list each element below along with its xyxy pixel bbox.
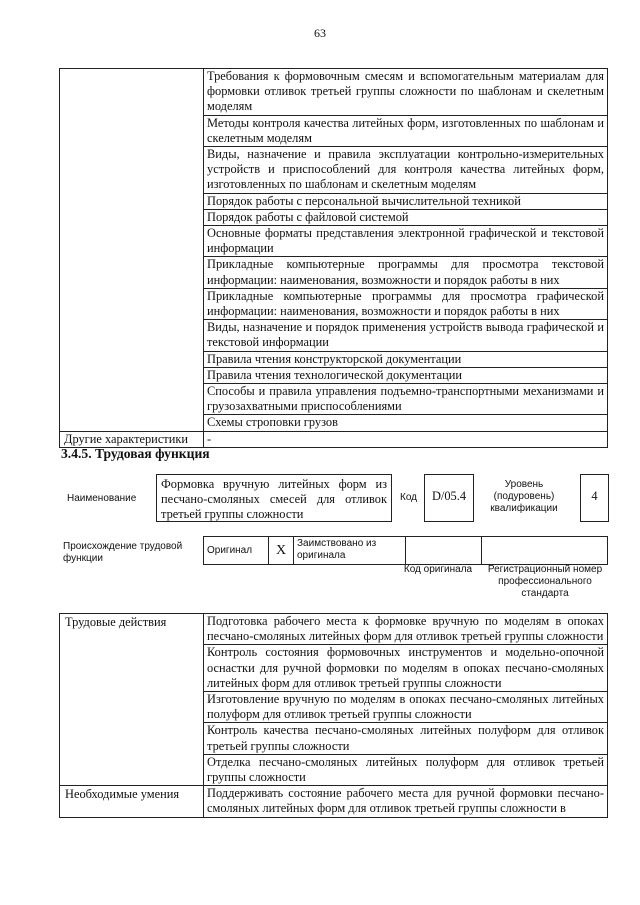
requirement-item: Правила чтения технологической документации (204, 367, 608, 383)
table-row (60, 431, 608, 447)
qualification-level-value: 4 (580, 474, 609, 522)
required-skill-item: Поддерживать состояние рабочего места для ручной формовки песчано-смоляных литейных форм для отливок третьей группы сложности в (204, 786, 608, 817)
labor-action-item: Контроль качества песчано-смоляных литейных полуформ для отливок третьей группы сложности (204, 723, 608, 754)
original-code-cell (406, 537, 482, 565)
original-label: Оригинал (204, 537, 269, 565)
table-row (60, 614, 608, 645)
labor-actions-label: Трудовые действия (60, 614, 204, 786)
code-value: D/05.4 (424, 474, 474, 522)
code-label: Код (400, 492, 418, 503)
requirement-item: Прикладные компьютерные программы для просмотра графической информации: наименования, возможности и порядок работы в них (204, 288, 608, 319)
requirement-item: Виды, назначение и порядок применения устройств вывода графической и текстовой информации (204, 320, 608, 351)
required-skills-label: Необходимые умения (60, 786, 204, 817)
original-code-caption: Код оригинала (403, 564, 473, 575)
table-row (60, 69, 608, 116)
labor-action-item: Отделка песчано-смоляных литейных полуформ для отливок третьей группы сложности (204, 754, 608, 785)
original-mark: X (269, 537, 294, 565)
table-row (204, 537, 608, 565)
registration-number-caption: Регистрационный номер профессионального стандарта (487, 564, 603, 599)
requirements-table (59, 68, 608, 448)
requirement-item: Правила чтения конструкторской документации (204, 351, 608, 367)
requirement-item: Прикладные компьютерные программы для просмотра текстовой информации: наименования, возможности и порядок работы в них (204, 257, 608, 288)
qualification-level-label: Уровень (подуровень) квалификации (490, 479, 558, 514)
requirement-item: Методы контроля качества литейных форм, изготовленных по шаблонам и скелетным моделям (204, 115, 608, 146)
requirement-item: Порядок работы с файловой системой (204, 209, 608, 225)
labor-action-item: Контроль состояния формовочных инструментов и модельно-опочной оснастки для ручной формовки по моделям в опоках песчано-смоляных литейных форм для отливок третьей группы сложности (204, 645, 608, 692)
requirement-item: Требования к формовочным смесям и вспомогательным материалам для формовки отливок третьей группы сложности по шаблонам и скелетным моделям (204, 69, 608, 116)
labor-action-item: Подготовка рабочего места к формовке вручную по моделям в опоках песчано-смоляных литейных форм для отливок третьей группы сложности (204, 614, 608, 645)
requirement-item: Основные форматы представления электронной графической и текстовой информации (204, 226, 608, 257)
borrowed-label: Заимствовано из оригинала (294, 537, 406, 565)
section-heading: 3.4.5. Трудовая функция (61, 446, 210, 461)
labor-action-item: Изготовление вручную по моделям в опоках песчано-смоляных литейных полуформ для отливок третьей группы сложности (204, 692, 608, 723)
requirement-item: Порядок работы с персональной вычислительной техникой (204, 193, 608, 209)
requirements-label-cell (60, 69, 204, 432)
requirement-item: Схемы строповки грузов (204, 415, 608, 431)
origin-table (203, 536, 608, 565)
other-characteristics-value: - (204, 431, 608, 447)
other-characteristics-label: Другие характеристики (60, 431, 204, 447)
table-row (60, 786, 608, 817)
registration-number-cell (482, 537, 608, 565)
origin-label: Происхождение трудовой функции (63, 541, 183, 564)
name-label: Наименование (67, 493, 137, 504)
labor-actions-table (59, 613, 608, 818)
requirement-item: Способы и правила управления подъемно-транспортными механизмами и грузозахватными приспособлениями (204, 384, 608, 415)
page-number: 63 (314, 26, 326, 40)
requirement-item: Виды, назначение и правила эксплуатации контрольно-измерительных устройств и приспособлений для контроля качества литейных форм, изготовленных по шаблонам и скелетным моделям (204, 147, 608, 194)
name-value: Формовка вручную литейных форм из песчано-смоляных смесей для отливок третьей группы сложности (156, 474, 392, 522)
